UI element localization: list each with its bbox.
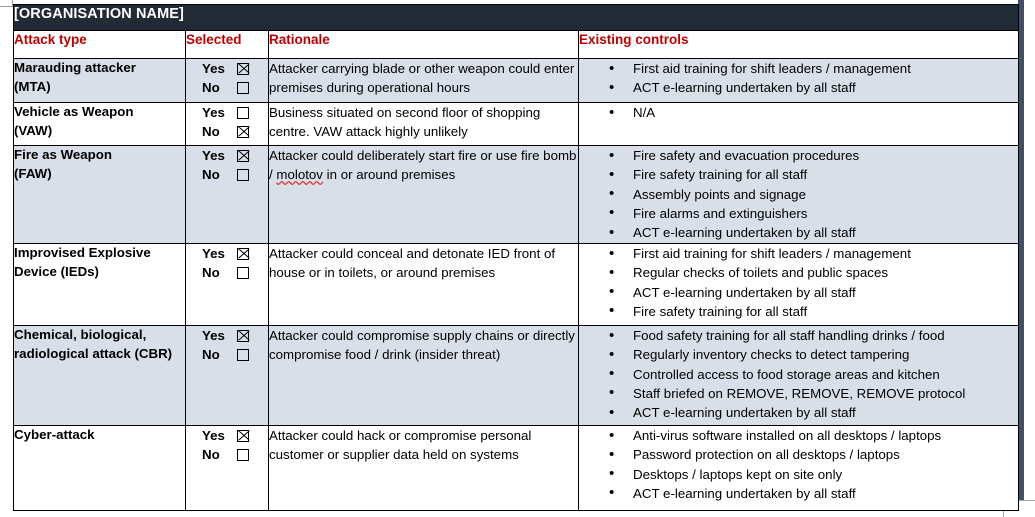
list-item: • ACT e-learning undertaken by all staff [579,484,1018,503]
cell-attack-type-cbr [14,326,186,426]
selected-option-yes[interactable] [186,426,268,445]
cell-existing-controls-vaw [579,103,1019,146]
document-title: [ORGANISATION NAME] [14,6,184,22]
checkbox-unchecked-icon[interactable] [237,349,249,361]
cell-rationale-vaw [269,103,579,146]
cell-existing-controls-cbr [579,326,1019,426]
column-header-rationale-label: Rationale [269,32,330,47]
cell-existing-controls-faw [579,146,1019,244]
selected-option-yes-label: Yes [202,428,225,443]
cell-attack-type-cyber-attack [14,426,186,511]
cell-attack-type-mta [14,59,186,103]
table-row [14,59,1019,103]
list-item: • ACT e-learning undertaken by all staff [579,283,1018,302]
selected-option-no-label: No [202,80,220,95]
selected-option-yes[interactable] [186,146,268,165]
checkbox-checked-icon[interactable] [237,126,249,138]
selected-option-no[interactable] [186,263,268,282]
column-header-attack-type [14,31,186,59]
column-header-existing-controls [579,31,1019,59]
spellcheck-flagged-word: molotov [276,167,323,182]
existing-controls-list [579,146,1018,242]
cell-selected-cbr [186,326,269,426]
selected-option-no[interactable] [186,78,268,97]
list-item: • Controlled access to food storage areas and kitchen [579,365,1018,384]
selected-option-yes-label: Yes [202,246,225,261]
column-header-attack-type-label: Attack type [14,32,87,47]
document-title-row [14,5,1019,31]
selected-option-no-label: No [202,167,220,182]
list-item: • ACT e-learning undertaken by all staff [579,78,1018,97]
selected-option-yes[interactable] [186,59,268,78]
cell-existing-controls-ieds [579,244,1019,326]
selected-option-no-label: No [202,447,220,462]
table-row [14,426,1019,511]
cell-selected-vaw [186,103,269,146]
attack-type-label: Marauding attacker (MTA) [14,60,136,94]
checkbox-checked-icon[interactable] [237,430,249,442]
checkbox-unchecked-icon[interactable] [237,107,249,119]
list-item: • Food safety training for all staff handling drinks / food [579,326,1018,345]
list-item: • Desktops / laptops kept on site only [579,465,1018,484]
attack-type-label: Chemical, biological, radiological attack (CBR) [14,327,173,361]
column-header-rationale [269,31,579,59]
selected-option-no-label: No [202,124,220,139]
cell-rationale-faw [269,146,579,244]
cell-rationale-cyber-attack [269,426,579,511]
attack-type-label: Vehicle as Weapon (VAW) [14,104,134,138]
selected-option-yes-label: Yes [202,148,225,163]
selected-option-no[interactable] [186,445,268,464]
selected-option-no-label: No [202,265,220,280]
checkbox-checked-icon[interactable] [237,150,249,162]
selected-option-yes[interactable] [186,244,268,263]
column-header-selected [186,31,269,59]
checkbox-unchecked-icon[interactable] [237,169,249,181]
list-item: • First aid training for shift leaders / management [579,244,1018,263]
list-item: • Assembly points and signage [579,185,1018,204]
checkbox-checked-icon[interactable] [237,63,249,75]
existing-controls-list [579,103,1018,122]
cell-selected-mta [186,59,269,103]
rationale-text: Attacker carrying blade or other weapon could enter premises during operational hours [269,61,575,95]
list-item: • Regularly inventory checks to detect tampering [579,345,1018,364]
list-item: • Password protection on all desktops / laptops [579,445,1018,464]
threat-assessment-table [13,4,1019,511]
table-row [14,103,1019,146]
cell-rationale-cbr [269,326,579,426]
attack-type-label: Cyber-attack [14,427,95,442]
existing-controls-list [579,426,1018,503]
list-item: • Fire safety training for all staff [579,302,1018,321]
list-item: • ACT e-learning undertaken by all staff [579,223,1018,242]
selected-option-no[interactable] [186,345,268,364]
selected-option-yes[interactable] [186,326,268,345]
rationale-text: Attacker could hack or compromise personal customer or supplier data held on systems [269,428,532,462]
cell-attack-type-vaw [14,103,186,146]
list-item: • Fire safety and evacuation procedures [579,146,1018,165]
selected-option-yes-label: Yes [202,105,225,120]
list-item: • First aid training for shift leaders / management [579,59,1018,78]
list-item: • Regular checks of toilets and public spaces [579,263,1018,282]
checkbox-unchecked-icon[interactable] [237,449,249,461]
table-row [14,146,1019,244]
cell-attack-type-ieds [14,244,186,326]
attack-type-label: Fire as Weapon (FAW) [14,147,113,181]
checkbox-checked-icon[interactable] [237,330,249,342]
document-title-cell [14,5,1019,31]
selected-option-no[interactable] [186,122,268,141]
page-corner-top-left [0,0,13,7]
cell-rationale-mta [269,59,579,103]
cell-rationale-ieds [269,244,579,326]
checkbox-unchecked-icon[interactable] [237,82,249,94]
selected-option-no[interactable] [186,165,268,184]
attack-type-label: Improvised Explosive Device (IEDs) [14,245,151,279]
selected-option-no-label: No [202,347,220,362]
cell-attack-type-faw [14,146,186,244]
existing-controls-list [579,59,1018,98]
existing-controls-list [579,244,1018,321]
list-item: • ACT e-learning undertaken by all staff [579,403,1018,422]
column-header-selected-label: Selected [186,32,242,47]
list-item: • Fire safety training for all staff [579,165,1018,184]
table-row [14,244,1019,326]
list-item: • Anti-virus software installed on all desktops / laptops [579,426,1018,445]
checkbox-checked-icon[interactable] [237,248,249,260]
list-item: • N/A [579,103,1018,122]
cell-existing-controls-mta [579,59,1019,103]
list-item: • Staff briefed on REMOVE, REMOVE, REMOVE protocol [579,384,1018,403]
rationale-text: Attacker could deliberately start fire or use fire bomb / molotov in or around premises [269,148,577,182]
existing-controls-list [579,326,1018,422]
selected-option-yes-label: Yes [202,61,225,76]
column-header-existing-controls-label: Existing controls [579,32,689,47]
column-header-row [14,31,1019,59]
checkbox-unchecked-icon[interactable] [237,267,249,279]
rationale-text: Attacker could conceal and detonate IED front of house or in toilets, or around premises [269,246,556,280]
table-body [14,5,1019,511]
cell-selected-ieds [186,244,269,326]
list-item: • Fire alarms and extinguishers [579,204,1018,223]
rationale-text: Attacker could compromise supply chains or directly compromise food / drink (insider threat) [269,328,575,362]
cell-selected-faw [186,146,269,244]
cell-existing-controls-cyber-attack [579,426,1019,511]
cell-selected-cyber-attack [186,426,269,511]
selected-option-yes[interactable] [186,103,268,122]
rationale-text: Business situated on second floor of shopping centre. VAW attack highly unlikely [269,105,541,139]
selected-option-yes-label: Yes [202,328,225,343]
table-row [14,326,1019,426]
